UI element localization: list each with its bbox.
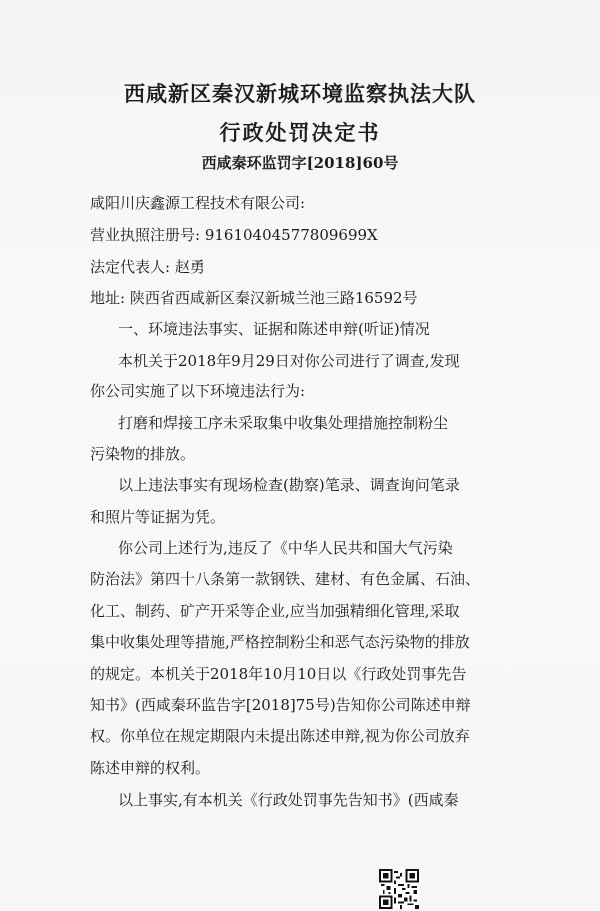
- body-line: 集中收集处理等措施,严格控制粉尘和恶气态污染物的排放: [90, 633, 470, 651]
- body-line: 以上事实,有本机关《行政处罚事先告知书》(西咸秦: [118, 791, 459, 809]
- section-heading-facts: 一、环境违法事实、证据和陈述申辩(听证)情况: [118, 320, 430, 338]
- body-line: 和照片等证据为凭。: [90, 508, 226, 526]
- body-line: 打磨和焊接工序未采取集中收集处理措施控制粉尘: [118, 414, 449, 432]
- body-line: 污染物的排放。: [90, 445, 196, 463]
- body-line: 知书》(西咸秦环监告字[2018]75号)告知你公司陈述申辩: [90, 696, 471, 714]
- body-line: 以上违法事实有现场检查(勘察)笔录、调查询问笔录: [118, 476, 460, 494]
- party-name: 咸阳川庆鑫源工程技术有限公司:: [90, 194, 306, 212]
- body-line: 防治法》第四十八条第一款钢铁、建材、有色金属、石油、: [90, 570, 481, 588]
- body-line: 你公司上述行为,违反了《中华人民共和国大气污染: [118, 539, 453, 557]
- document-number: 西咸秦环监罚字[2018]60号: [201, 154, 399, 172]
- legal-representative: 法定代表人: 赵勇: [90, 258, 205, 276]
- document-title-issuer: 西咸新区秦汉新城环境监察执法大队: [124, 81, 476, 106]
- license-number: 营业执照注册号: 91610404577809699X: [90, 226, 378, 244]
- body-line: 你公司实施了以下环境违法行为:: [90, 382, 306, 400]
- body-line: 本机关于2018年9月29日对你公司进行了调查,发现: [118, 352, 460, 370]
- body-line: 化工、制药、矿产开采等企业,应当加强精细化管理,采取: [90, 602, 460, 620]
- body-line: 权。你单位在规定期限内未提出陈述申辩,视为你公司放弃: [90, 727, 470, 745]
- body-line: 的规定。本机关于2018年10月10日以《行政处罚事先告: [90, 665, 467, 683]
- body-line: 陈述申辩的权利。: [90, 759, 211, 777]
- party-address: 地址: 陕西省西咸新区秦汉新城兰池三路16592号: [90, 289, 418, 307]
- qr-code-icon: [379, 869, 419, 909]
- document-title: 行政处罚决定书: [219, 120, 381, 145]
